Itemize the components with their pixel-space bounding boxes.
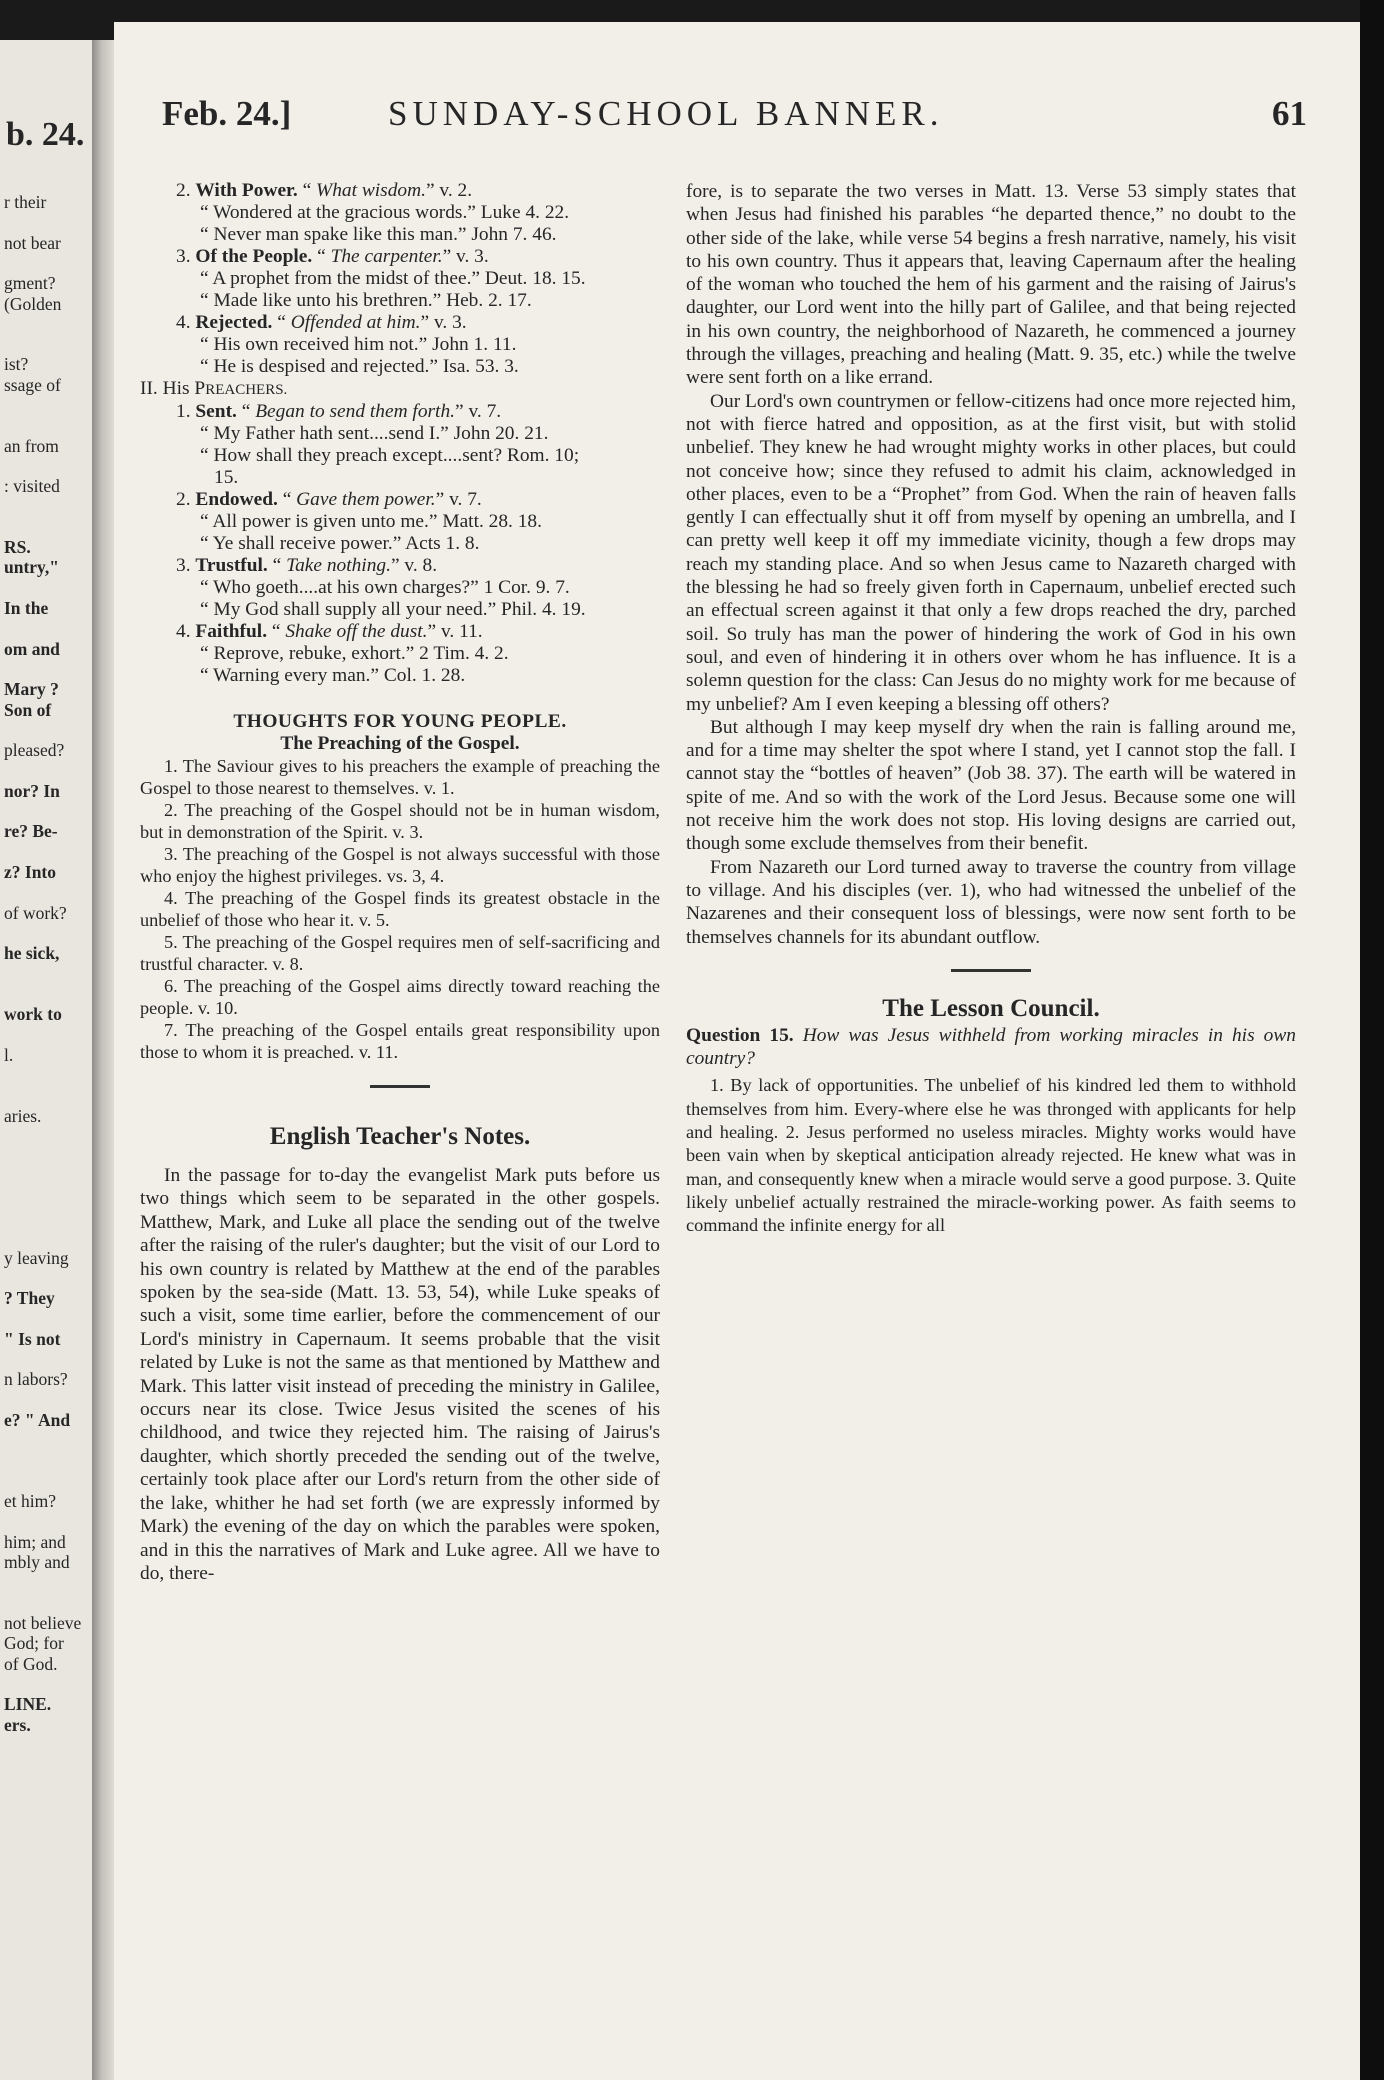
outline-text: “ Wondered at the gracious words.” Luke 4. 22. [200,202,570,223]
outline-text: Endowed. [195,489,278,510]
outline-text: “ Warning every man.” Col. 1. 28. [200,665,466,686]
outline-text: Trustful. [195,555,268,576]
stub-line: om and [4,638,60,659]
outline-text: The carpenter. [330,246,443,267]
stub-line: gment? [4,273,56,294]
left-column [140,180,660,1585]
stub-line: et him? [4,1491,56,1512]
outline-text: Offended at him. [290,312,421,333]
stub-line: r their [4,192,47,212]
stub-line: God; for [4,1633,64,1654]
outline-line [140,599,660,621]
outline-text: “ [272,312,291,333]
outline-text: “ Made like unto his brethren.” Heb. 2. 17. [200,290,532,311]
stub-line: ? They [4,1288,55,1309]
stub-line: pleased? [4,740,65,761]
stub-line: re? Be- [4,821,58,842]
stub-line: nor? In [4,780,60,801]
outline-text: “ [277,489,297,510]
left-page-stub [0,40,92,2080]
outline-text: ” v. 7. [435,489,482,510]
outline-text: With Power. [195,180,298,201]
outline-text: “ [312,246,331,267]
outline-line [140,577,660,599]
stub-line: y leaving [4,1247,69,1268]
outline-line [140,423,660,445]
outline-line [140,356,660,378]
header-title: SUNDAY-SCHOOL BANNER. [388,94,944,133]
thought-item: 6. The preaching of the Gospel aims directly toward reaching the people. v. 10. [140,976,660,1018]
stub-line: (Golden [4,293,62,314]
outline-line [140,533,660,555]
outline-text: ” v. 3. [420,312,467,333]
thoughts-list [140,755,660,1063]
outline-text: “ Reprove, rebuke, exhort.” 2 Tim. 4. 2. [200,643,509,664]
stub-line: not bear [4,232,61,253]
stub-line: work to [4,1004,62,1024]
outline-text: ” v. 7. [455,401,502,422]
outline-line [140,268,660,290]
outline-line [140,246,660,268]
outline-line [140,180,660,202]
thoughts-subtitle: The Preaching of the Gospel. [280,733,520,754]
stub-line: untry," [4,557,59,578]
outline-text: Sent. [195,401,237,422]
outline-line [140,224,660,246]
outline-text: 3. [176,555,196,576]
outline-line [140,445,660,467]
outline-line [140,202,660,224]
stub-line: ist? [4,354,29,375]
outline-text: “ [236,401,256,422]
outline-line [140,489,660,511]
stub-line: In the [4,598,49,618]
notes-paragraph: fore, is to separate the two verses in Matt. 13. Verse 53 simply states that when Jesus had finished his parables “he departed thence,” no doubt to the other side of the lake, while verse 54 begins a fresh narrative, namely, his visit to his own country. Thus it appears that, leaving Capernaum after the healing of the woman who touched the hem of his garment and the raising of Jairus's daughter, our Lord went into the hilly part of Galilee, and that being rejected in his own country, the neighborhood of Nazareth, he commenced a journey through the villages, preaching and healing (Matt. 9. 35, etc.) while the twelve were sent forth on a like errand. [686,181,1296,389]
page-number: 61 [1272,94,1307,133]
notes-paragraph: From Nazareth our Lord turned away to traverse the country from village to village. And his disciples (ver. 1), who had witnessed the unbelief of the Nazarenes and their consequent loss of blessings, were now sent forth to be themselves channels for its abundant outflow. [686,856,1296,948]
outline-text: “ Who goeth....at his own charges?” 1 Cor. 9. 7. [200,577,570,598]
outline-line [140,555,660,577]
outline-text: 3. [176,246,196,267]
outline-text: “ Never man spake like this man.” John 7. 46. [200,224,557,245]
outline-text: Faithful. [195,621,268,642]
notes-paragraph: In the passage for to-day the evangelist Mark puts before us two things which seem to be separated in the other gospels. Matthew, Mark, and Luke all place the sending out of the twelve after the raising of the ruler's daughter; but the visit of our Lord to his own country is related by Matthew at the end of the parables spoken by the sea-side (Matt. 13. 53, 54), while Luke speaks of such a visit, some time earlier, before the commencement of our Lord's ministry in Capernaum. It seems probable that the visit related by Luke is not the same as that mentioned by Matthew and Mark. This latter visit instead of preceding the ministry in Galilee, occurs near its close. Twice Jesus visited the scenes of his childhood, and twice they rejected him. The raising of Jairus's daughter, which shortly preceded the sending out of the twelve, certainly took place after our Lord's return from the other side of the lake, whither he had set forth (we are expressly informed by Mark) the evening of the day on which the parables were spoken, and in this the narratives of Mark and Luke agree. All we have to do, there- [140,1165,660,1584]
outline-text: “ How shall they preach except....sent? Rom. 10; [200,445,580,466]
thought-item: 1. The Saviour gives to his preachers the example of preaching the Gospel to those nearest to themselves. v. 1. [140,756,660,798]
thought-item: 2. The preaching of the Gospel should not be in human wisdom, but in demonstration of the Spirit. v. 3. [140,800,660,842]
lesson-outline [140,180,660,687]
outline-text: Shake off the dust. [285,621,428,642]
stub-line: of God. [4,1653,58,1674]
outline-text: 1. [176,401,196,422]
outline-text: 2. [176,489,196,510]
outline-text: “ All power is given unto me.” Matt. 28. 18. [200,511,542,532]
thought-item: 5. The preaching of the Gospel requires men of self-sacrificing and trustful character. v. 8. [140,932,660,974]
outline-text: What wisdom. [316,180,426,201]
scan-border [1360,0,1384,2080]
thought-item: 7. The preaching of the Gospel entails great responsibility upon those to whom it is preached. v. 11. [140,1020,660,1062]
outline-text: “ Ye shall receive power.” Acts 1. 8. [200,533,480,554]
outline-text: Gave them power. [296,489,436,510]
outline-text: 2. [176,180,196,201]
stub-line: e? " And [4,1410,71,1430]
stub-line: Mary ? [4,679,59,700]
thought-item: 4. The preaching of the Gospel finds its greatest obstacle in the unbelief of those who hear it. v. 5. [140,888,660,930]
question-text: How was Jesus withheld from working miracles in his own country? [686,1024,1296,1070]
outline-text: 15. [214,467,239,488]
outline-text: 4. [176,621,196,642]
notes-paragraph: Our Lord's own countrymen or fellow-citizens had once more rejected him, not with fierce hatred and opposition, as at the first visit, but with stolid unbelief. They knew he had wrought mighty works in other places, but could not conceive how; since they refused to admit his claim, acknowledged in other places, even to be a “Prophet” from God. When the rain of heaven falls gently I can effectually shut it off from myself by opening an umbrella, and I can pretty well keep it off my immediate vicinity, though a few drops may reach my standing place. And so when Jesus came to Nazareth charged with the blessing he had so freely given forth in Capernaum, unbelief erected such an effectual screen against it that only a few drops reached the dry, parched soil. So truly has man the power of hindering the work of God in his own soul, and even of hindering it in others over whom he has influence. It is a solemn question for the class: Can Jesus do no mighty work for me because of my unbelief? Am I even keeping a blessing off others? [686,390,1296,715]
stub-line: Son of [4,699,52,720]
outline-text: “ [267,621,286,642]
lesson-council-title: The Lesson Council. [882,994,1100,1022]
outline-text: Began to send them forth. [255,401,455,422]
stub-line: n labors? [4,1369,68,1390]
stub-line: of work? [4,902,67,923]
stub-line: him; and [4,1531,66,1552]
stub-line: z? Into [4,861,57,882]
page [114,22,1360,2080]
outline-text: II. His P [140,378,206,399]
stub-line: RS. [4,537,31,558]
outline-text: Rejected. [195,312,273,333]
notes-paragraph: But although I may keep myself dry when the rain is falling around me, and for a time may shelter the spot where I stand, yet I cannot stop the fall. I cannot stay the “bottles of heaven” (Job 38. 37). The earth will be watered in spite of me. And so with the work of the Lord Jesus. Because some one will not receive him the work does not stop. His loving designs are carried out, though some exclude themselves from their benefit. [686,716,1296,855]
english-notes-title: English Teacher's Notes. [269,1123,531,1150]
stub-header: b. 24. [6,116,85,153]
section-divider [370,1085,430,1088]
outline-line [140,467,660,489]
council-question [686,1024,1296,1071]
outline-line [140,621,660,643]
thoughts-title: THOUGHTS FOR YOUNG PEOPLE. [233,711,567,732]
stub-line: : visited [4,476,60,497]
outline-text: “ My Father hath sent....send I.” John 20. 21. [200,423,549,444]
stub-line: aries. [4,1105,42,1126]
outline-text: ” v. 3. [442,246,489,267]
stub-line: ers. [4,1714,31,1735]
stub-line: ssage of [4,374,61,395]
outline-text: “ His own received him not.” John 1. 11. [200,334,517,355]
outline-line [140,665,660,687]
council-answer: 1. By lack of opportunities. The unbelief of his kindred led them to withhold themselves from him. Every-where else he was thronged with applicants for help and healing. 2. Jesus performed no useless miracles. Mighty works would have been vain when by skeptical anticipation already rejected. He knew what was in man, and consequently knew when a miracle would serve a good purpose. 3. Quite likely unbelief actually restrained the miracle-working power. As faith seems to command the infinite energy for all [686,1075,1296,1236]
stub-line: mbly and [4,1552,70,1573]
stub-line: an from [4,435,59,456]
stub-line: not believe [4,1613,82,1633]
outline-text: ” v. 11. [427,621,483,642]
outline-line [140,511,660,533]
right-column [686,180,1296,1237]
outline-text: “ A prophet from the midst of thee.” Deut. 18. 15. [200,268,586,289]
outline-text: “ He is despised and rejected.” Isa. 53. 3. [200,356,519,377]
stub-line: LINE. [4,1694,52,1715]
outline-text: “ [267,555,287,576]
book-spine [92,40,114,2080]
outline-line [140,290,660,312]
outline-text: “ My God shall supply all your need.” Phil. 4. 19. [200,599,586,620]
outline-text: 4. [176,312,196,333]
outline-line [140,643,660,665]
header-date: Feb. 24.] [162,94,292,133]
thought-item: 3. The preaching of the Gospel is not always successful with those who enjoy the highest privileges. vs. 3, 4. [140,844,660,886]
outline-text: ” v. 8. [390,555,438,576]
stub-line: he sick, [4,943,60,964]
outline-text: REACHERS. [205,382,288,398]
outline-line [140,378,660,401]
section-divider [951,969,1031,972]
outline-text: Of the People. [195,246,313,267]
stub-line: l. [4,1044,14,1065]
outline-line [140,401,660,423]
outline-text: “ [297,180,317,201]
outline-text: ” v. 2. [425,180,473,201]
outline-line [140,334,660,356]
question-label: Question 15. [686,1024,794,1046]
outline-text: Take nothing. [286,555,391,576]
outline-line [140,312,660,334]
stub-line: " Is not [4,1328,61,1349]
